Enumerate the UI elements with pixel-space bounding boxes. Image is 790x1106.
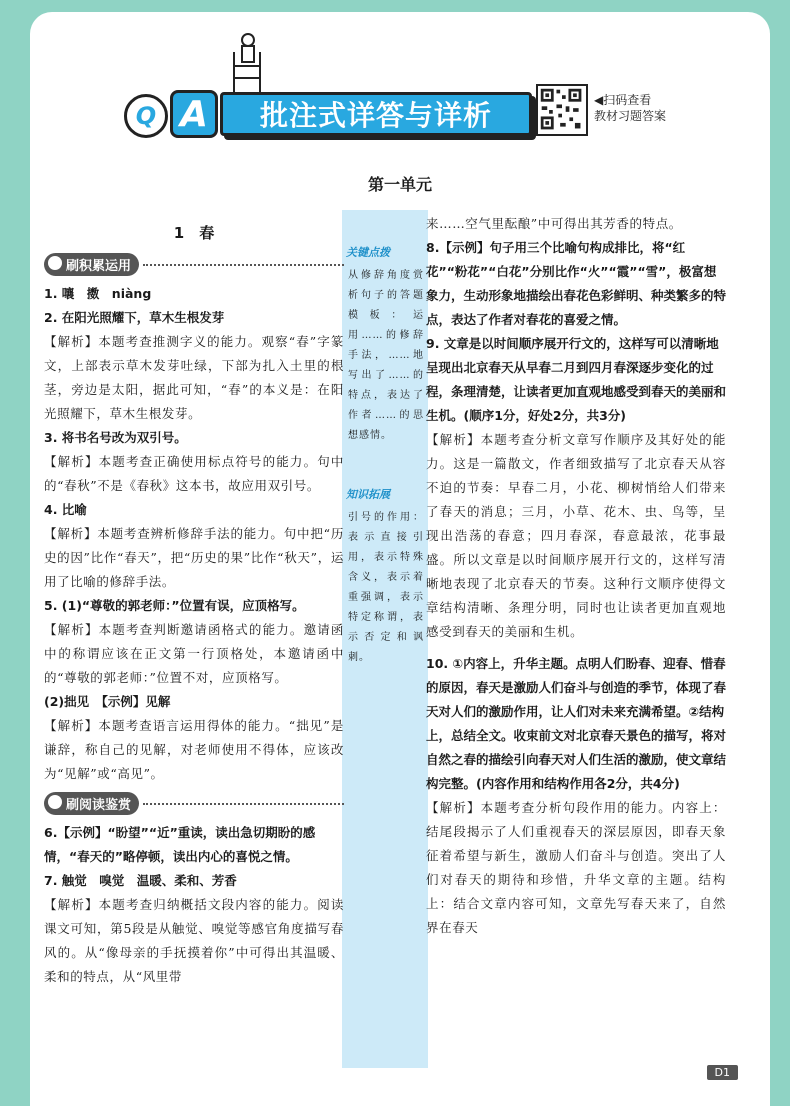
qr-caption-line1: ◀扫码查看: [594, 93, 652, 107]
key-points-heading: 关键点拨: [346, 246, 390, 259]
section-reading-label: 刷阅读鉴赏: [44, 792, 139, 815]
qr-code[interactable]: [536, 84, 588, 136]
divider: [143, 264, 344, 266]
knowledge-text: 引号的作用：表示直接引用，表示特殊含义，表示着重强调，表示特定称谓，表示否定和讽刺。: [348, 512, 424, 663]
page-number: D1: [707, 1065, 738, 1080]
header-banner: [124, 78, 564, 146]
answer-4: 4. 比喻: [44, 502, 87, 517]
character-on-ladder-illustration: [226, 32, 266, 92]
unit-title: 第一单元: [367, 175, 432, 194]
explanation-5-1: 【解析】本题考查判断邀请函格式的能力。邀请函中的称谓应该在正文第一行顶格处，本邀请函中的“尊敬的郭老师：”位置不对，应顶格写。: [44, 622, 344, 685]
answer-2: 2. 在阳光照耀下，草木生根发芽: [44, 310, 225, 325]
answer-9: 9. 文章是以时间顺序展开行文的，这样写可以清晰地呈现出北京春天从早春二月到四月春深逐步变化的过程，条理清楚，让读者更加直观地感受到春天的美丽和生机。(顺序1分，好处2分，共3分): [426, 336, 727, 423]
explanation-7: 【解析】本题考查归纳概括文段内容的能力。阅读课文可知，第5段是从触觉、嗅觉等感官角度描写春风的。从“像母亲的手抚摸着你”中可得出其温暖、柔和的特点，从“风里带: [44, 897, 344, 984]
answer-10: 10. ①内容上，升华主题。点明人们盼春、迎春、惜春的原因，春天是激励人们奋斗与创造的季节，体现了春天对人们的激励作用，让人们对未来充满希望。②结构上，总结全文。收束前文对北京春天景色的描写，将对自然之春的描绘引向春天对人们生活的激励，使文章结构完整。(内容作用和结构作用各2分，共4分): [426, 656, 727, 791]
knowledge-heading: 知识拓展: [346, 488, 390, 501]
answer-6: 6.【示例】“盼望”“近”重读，读出急切期盼的感情，“春天的”略停顿，读出内心的喜悦之情。: [44, 825, 316, 864]
explanation-9: 【解析】本题考查分析文章写作顺序及其好处的能力。这是一篇散文，作者细致描写了北京春天从容不迫的节奏：早春二月，小花、柳树悄给人们带来了春天的消息；三月，小草、花木、虫、鸟等，呈现出浩荡的春意；四月春深，春意最浓，花事最盛。所以文章是以时间顺序展开行文的，这样写清晰地表现了北京春天的节奏。这种行文顺序使得文章结构清晰、条理分明，同时也让读者更加直观地感受到春天的美丽和生机。: [426, 432, 726, 639]
answer-5-1: 5. (1)“尊敬的郭老师：”位置有误，应顶格写。: [44, 598, 305, 613]
explanation-2: 【解析】本题考查推测字义的能力。观察“春”字篆文，上部表示草木发芽吐绿，下部为扎入土里的根茎，旁边是太阳，据此可知，“春”的本义是：在阳光照耀下，草木生根发芽。: [44, 334, 344, 421]
answer-7: 7. 触觉 嗅觉 温暖、柔和、芳香: [44, 873, 237, 888]
sidebar-notes: [342, 210, 428, 1068]
answer-1: 1. 嚷 擞 niàng: [44, 286, 152, 301]
answer-8: 8.【示例】句子用三个比喻句构成排比，将“红花”“粉花”“白花”分别比作“火”“霞”“雪”，极富想象力，生动形象地描绘出春花色彩鲜明、种类繁多的特点，表达了作者对春花的喜爱之情。: [426, 240, 727, 327]
answer-page: [30, 12, 770, 1106]
section-accumulate-label: 刷积累运用: [44, 253, 139, 276]
right-column: [426, 212, 726, 940]
explanation-10: 【解析】本题考查分析句段作用的能力。内容上：结尾段揭示了人们重视春天的深层原因，即春天象征着希望与新生，激励人们奋斗与创造。突出了人们对春天的期待和珍惜，升华文章的主题。结构上：结合文章内容可知，文章先写春天来了，自然界在春天: [426, 800, 726, 935]
a-icon: A: [170, 90, 218, 138]
answer-3: 3. 将书名号改为双引号。: [44, 430, 187, 445]
key-points-text: 从修辞角度赏析句子的答题模板：运用……的修辞手法，……地写出了……的特点，表达了作者……的思想感情。: [348, 270, 424, 441]
page-title: 批注式详答与详析: [220, 92, 532, 136]
q-icon: Q: [124, 94, 168, 138]
explanation-5-2: 【解析】本题考查语言运用得体的能力。“拙见”是谦辞，称自己的见解，对老师使用不得体，应该改为“见解”或“高见”。: [44, 718, 344, 781]
explanation-7-continued: 来……空气里酝酿”中可得出其芳香的特点。: [426, 216, 682, 231]
left-column: [44, 212, 344, 989]
qr-caption: [594, 92, 686, 124]
qr-caption-line2: 教材习题答案: [594, 109, 667, 123]
section-accumulate: [44, 253, 344, 276]
explanation-4: 【解析】本题考查辨析修辞手法的能力。句中把“历史的因”比作“春天”，把“历史的果”比作“秋天”，运用了比喻的修辞手法。: [44, 526, 344, 589]
lesson-title: 1 春: [173, 224, 215, 242]
explanation-3: 【解析】本题考查正确使用标点符号的能力。句中的“春秋”不是《春秋》这本书，故应用双引号。: [44, 454, 344, 493]
section-reading: [44, 792, 344, 815]
divider: [143, 803, 344, 805]
answer-5-2: (2)拙见 【示例】见解: [44, 694, 171, 709]
